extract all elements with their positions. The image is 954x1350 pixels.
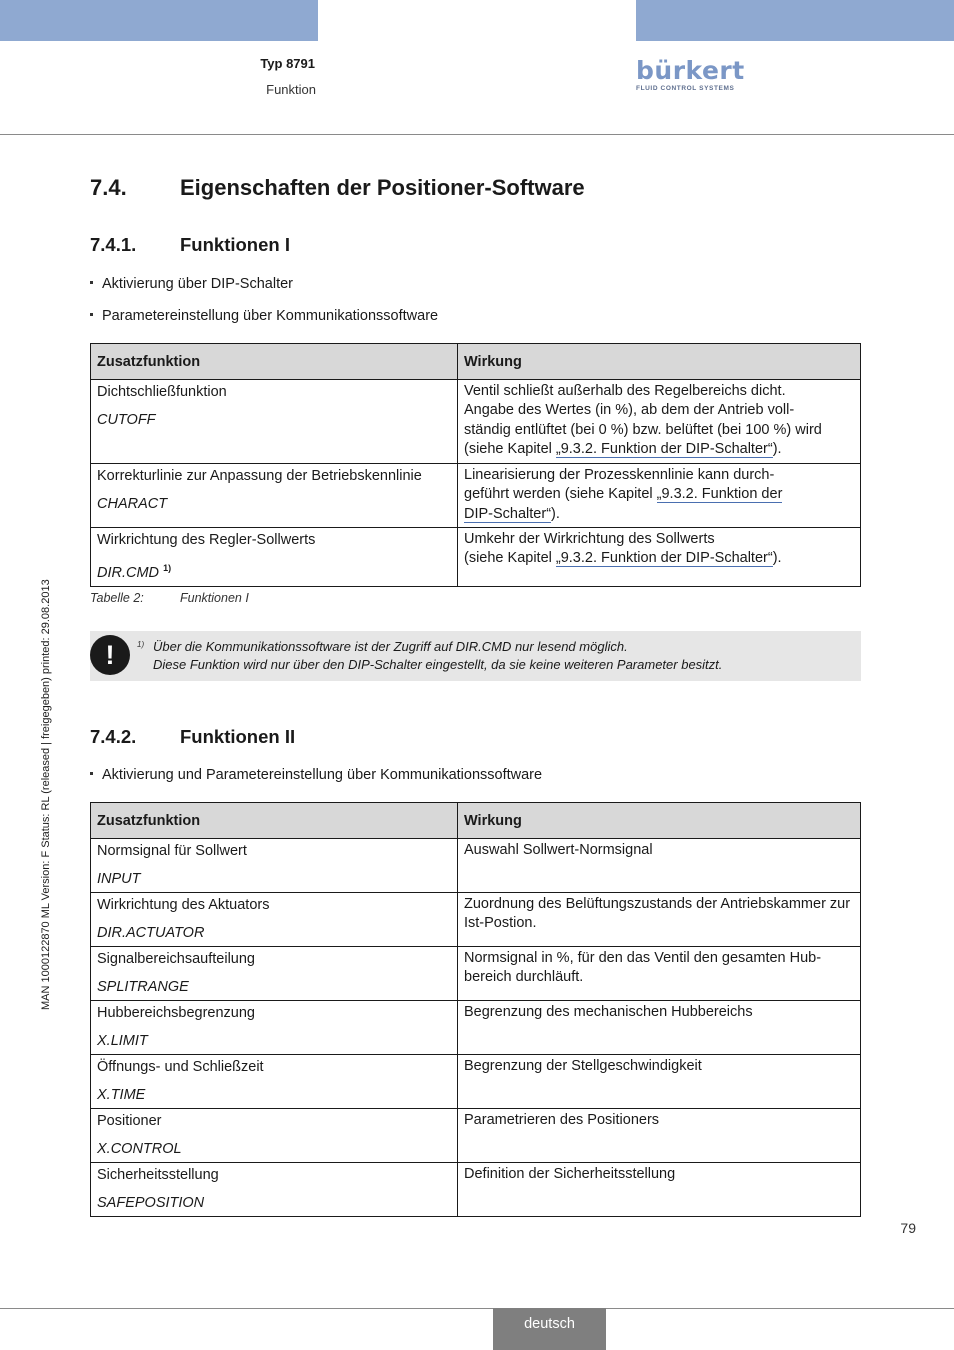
- section-number: 7.4.: [90, 175, 127, 200]
- subsection-title-2: Funktionen II: [180, 726, 296, 747]
- effect-text: Begrenzung der Stellgeschwindigkeit: [464, 1058, 702, 1074]
- effect-text: Normsignal in %, für den das Ventil den gesamten Hub-bereich durchläuft.: [464, 950, 822, 986]
- function-name: Normsignal für Sollwert: [97, 843, 247, 859]
- function-name: Wirkrichtung des Regler-Sollwerts: [97, 531, 316, 548]
- functions-table-2: [90, 802, 861, 1217]
- header-section: Funktion: [266, 82, 316, 97]
- bullet-icon: [90, 313, 93, 316]
- table-row: [91, 380, 861, 464]
- caption-label: Tabelle 2:: [90, 591, 144, 605]
- header-bar-left: [0, 0, 318, 41]
- buerkert-logo: [636, 56, 745, 92]
- column-header-effect: Wirkung: [458, 803, 861, 839]
- chapter-link[interactable]: „9.3.2. Funktion der DIP-Schalter“: [555, 550, 773, 567]
- table-row: [91, 1055, 861, 1109]
- logo-word: bürkert: [636, 56, 745, 85]
- function-cell: [91, 1055, 458, 1109]
- functions-table-1: [90, 343, 861, 587]
- effect-text: Begrenzung des mechanischen Hubbereichs: [464, 1004, 753, 1020]
- effect-cell: [458, 839, 861, 893]
- function-code: INPUT: [97, 871, 141, 887]
- function-cell: [91, 839, 458, 893]
- language-tab: deutsch: [493, 1308, 606, 1350]
- function-code: CHARACT: [97, 496, 168, 512]
- section-heading: [90, 175, 585, 201]
- function-name: Öffnungs- und Schließzeit: [97, 1059, 264, 1075]
- function-code: DIR.ACTUATOR: [97, 925, 205, 941]
- effect-cell: [458, 893, 861, 947]
- effect-cell: [458, 1109, 861, 1163]
- header-rule: [0, 134, 954, 135]
- list-item: Parametereinstellung über Kommunikationssoftware: [90, 308, 438, 324]
- function-code: SPLITRANGE: [97, 979, 189, 995]
- page-number: 79: [900, 1220, 916, 1236]
- column-header-function: Zusatzfunktion: [91, 803, 458, 839]
- effect-text: Parametrieren des Positioners: [464, 1112, 660, 1128]
- effect-cell: Linearisierung der Prozesskennlinie kann durch- geführt werden (siehe Kapitel „9.3.2. Funktion der DIP-Schalter“).: [458, 464, 861, 528]
- chapter-link[interactable]: „9.3.2. Funktion der DIP-Schalter“: [555, 440, 773, 457]
- exclamation-icon: !: [90, 635, 130, 675]
- subsection-heading-2: [90, 726, 295, 748]
- bullet-icon: [90, 281, 93, 284]
- note-footnote-marker: 1): [137, 640, 145, 649]
- footer-rule: [0, 1308, 954, 1309]
- logo-tagline: FLUID CONTROL SYSTEMS: [636, 85, 735, 92]
- function-code: CUTOFF: [97, 412, 156, 428]
- list-item: Aktivierung über DIP-Schalter: [90, 276, 293, 292]
- function-code: X.TIME: [97, 1087, 146, 1103]
- function-code: X.CONTROL: [97, 1141, 182, 1157]
- function-cell: [91, 464, 458, 528]
- function-name: Positioner: [97, 1113, 162, 1129]
- caption-text: Funktionen I: [180, 591, 249, 605]
- effect-cell: Umkehr der Wirkrichtung des Sollwerts (siehe Kapitel „9.3.2. Funktion der DIP-Schalter“).: [458, 527, 861, 586]
- note-text: Über die Kommunikationssoftware ist der Zugriff auf DIR.CMD nur lesend möglich. Diese Funktion wird nur über den DIP-Schalter eingestellt, da sie keine weiteren Parameter besitzt.: [153, 639, 723, 672]
- footnote-marker: 1): [163, 562, 172, 573]
- effect-cell: [458, 947, 861, 1001]
- table-row: [91, 1001, 861, 1055]
- function-cell: [91, 1001, 458, 1055]
- function-code: DIR.CMD $^{1)}$: [97, 562, 172, 581]
- function-code: X.LIMIT: [97, 1033, 148, 1049]
- function-name: Signalbereichsaufteilung: [97, 951, 255, 967]
- function-name: Dichtschließfunktion: [97, 384, 227, 400]
- bullet-icon: [90, 772, 93, 775]
- function-code: SAFEPOSITION: [97, 1195, 205, 1211]
- table-row: [91, 464, 861, 528]
- effect-cell: [458, 1055, 861, 1109]
- column-header-function: Zusatzfunktion: [91, 344, 458, 380]
- table-row: [91, 1109, 861, 1163]
- effect-cell: [458, 1001, 861, 1055]
- subsection-number-1: 7.4.1.: [90, 234, 137, 255]
- function-cell: [91, 380, 458, 464]
- function-name: Hubbereichsbegrenzung: [97, 1005, 255, 1021]
- table-row: [91, 839, 861, 893]
- effect-cell: [458, 1163, 861, 1217]
- table-row: [91, 527, 861, 586]
- effect-text: Definition der Sicherheitsstellung: [464, 1166, 676, 1182]
- function-cell: [91, 1109, 458, 1163]
- effect-text: Auswahl Sollwert-Normsignal: [464, 842, 653, 858]
- function-cell: [91, 947, 458, 1001]
- function-cell: [91, 1163, 458, 1217]
- function-cell: [91, 893, 458, 947]
- table-row: [91, 1163, 861, 1217]
- effect-cell: Ventil schließt außerhalb des Regelbereichs dicht. Angabe des Wertes (in %), ab dem der Antrieb voll- ständig entlüftet (bei 0 %) bzw. belüftet (bei 100 %) wird (siehe Kapitel „9.3.2. Funktion der DIP-Schalter“).: [458, 380, 861, 464]
- table-header-row: [91, 344, 861, 380]
- list-item: Aktivierung und Parametereinstellung über Kommunikationssoftware: [90, 767, 542, 783]
- table-row: [91, 947, 861, 1001]
- table-caption: [90, 591, 249, 605]
- function-name: Wirkrichtung des Aktuators: [97, 897, 270, 913]
- table-row: [91, 893, 861, 947]
- document-meta-sidebar: MAN 1000122870 ML Version: F Status: RL (released | freigegeben) printed: 29.08.2013: [40, 579, 52, 1010]
- table-header-row: [91, 803, 861, 839]
- chapter-link[interactable]: „9.3.2. Funktion der: [656, 486, 783, 503]
- subsection-number-2: 7.4.2.: [90, 726, 137, 747]
- function-name: Sicherheitsstellung: [97, 1167, 219, 1183]
- column-header-effect: Wirkung: [458, 344, 861, 380]
- effect-text: Zuordnung des Belüftungszustands der Antriebskammer zur Ist-Postion.: [464, 896, 851, 932]
- function-name: Korrekturlinie zur Anpassung der Betriebskennlinie: [97, 468, 422, 484]
- header-bar-right: [636, 0, 954, 41]
- chapter-link[interactable]: DIP-Schalter“: [464, 505, 552, 522]
- header-type: Typ 8791: [260, 56, 315, 71]
- note-box: [90, 631, 861, 681]
- subsection-heading-1: [90, 234, 290, 256]
- function-cell: [91, 527, 458, 586]
- subsection-title-1: Funktionen I: [180, 234, 290, 255]
- section-title: Eigenschaften der Positioner-Software: [180, 175, 585, 200]
